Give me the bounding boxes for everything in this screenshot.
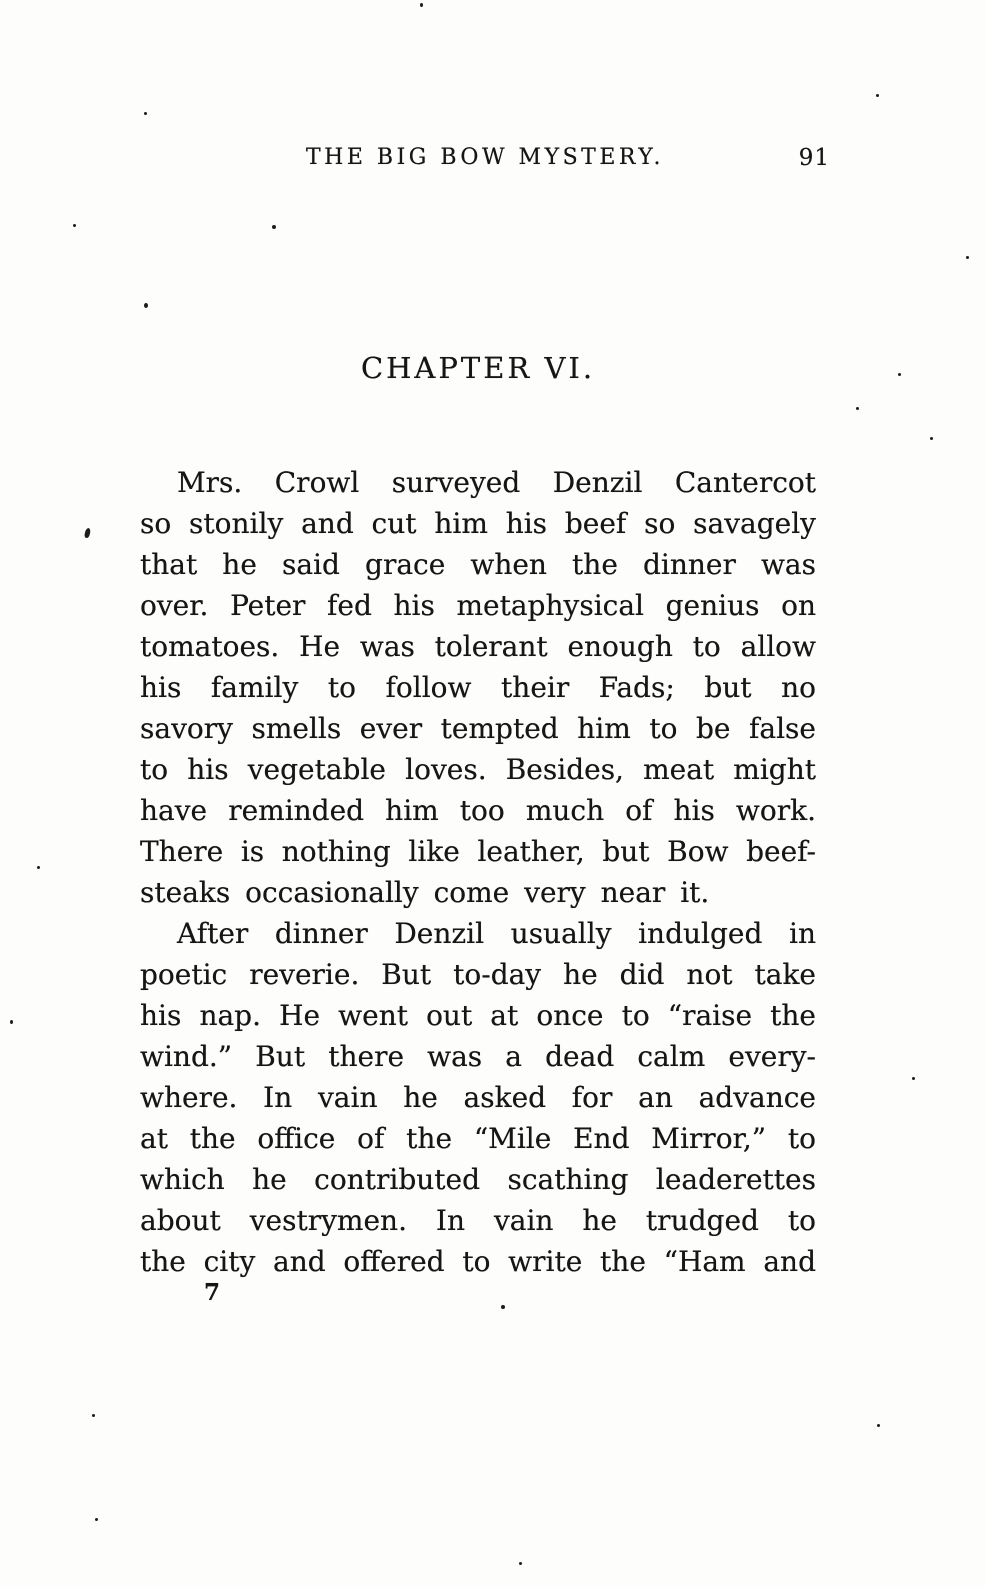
chapter-heading: CHAPTER VI.	[360, 351, 596, 385]
scan-speck	[420, 3, 423, 7]
printer-signature: 7	[204, 1279, 221, 1306]
scan-speck	[95, 1518, 98, 1521]
scan-speck	[966, 256, 969, 259]
text-line: his family to follow their Fads; but no	[140, 671, 816, 704]
text-line: have reminded him too much of his work.	[140, 794, 816, 827]
scan-speck	[92, 1414, 95, 1417]
scan-speck	[877, 1424, 880, 1427]
scan-speck	[519, 1562, 522, 1565]
text-line: steaks occasionally come very near it.	[140, 876, 710, 909]
text-line: at the office of the “Mile End Mirror,” to	[140, 1122, 816, 1155]
text-line: which he contributed scathing leaderettes	[140, 1163, 816, 1196]
scan-speck	[876, 94, 879, 97]
scan-speck	[898, 373, 901, 376]
scan-speck	[912, 1077, 915, 1080]
page-number: 91	[798, 145, 830, 171]
scan-speck	[37, 866, 40, 869]
text-line: There is nothing like leather, but Bow beef-	[140, 835, 816, 868]
text-line: Mrs. Crowl surveyed Denzil Cantercot	[177, 466, 816, 499]
scan-speck	[272, 225, 276, 229]
scan-speck	[73, 224, 76, 227]
text-line: wind.” But there was a dead calm every-	[140, 1040, 816, 1073]
scan-speck	[10, 1020, 13, 1024]
text-line: over. Peter fed his metaphysical genius on	[140, 589, 816, 622]
text-line: that he said grace when the dinner was	[140, 548, 816, 581]
text-line: After dinner Denzil usually indulged in	[177, 917, 816, 950]
text-line: his nap. He went out at once to “raise the	[140, 999, 816, 1032]
scan-speck	[501, 1305, 505, 1309]
scan-speck	[144, 303, 148, 308]
scan-speck	[930, 437, 933, 440]
text-line: to his vegetable loves. Besides, meat might	[140, 753, 816, 786]
text-line: where. In vain he asked for an advance	[140, 1081, 816, 1114]
text-line: about vestrymen. In vain he trudged to	[140, 1204, 816, 1237]
text-line: savory smells ever tempted him to be false	[140, 712, 816, 745]
text-line: the city and offered to write the “Ham and	[140, 1245, 816, 1278]
scan-speck	[84, 528, 91, 539]
scan-speck	[144, 112, 147, 115]
text-line: so stonily and cut him his beef so savagely	[140, 507, 816, 540]
text-line: tomatoes. He was tolerant enough to allow	[140, 630, 816, 663]
scan-speck	[856, 407, 859, 410]
body-text	[140, 462, 816, 1282]
text-line: poetic reverie. But to-day he did not take	[140, 958, 816, 991]
running-header-title: THE BIG BOW MYSTERY.	[306, 145, 664, 170]
running-header	[140, 143, 830, 173]
